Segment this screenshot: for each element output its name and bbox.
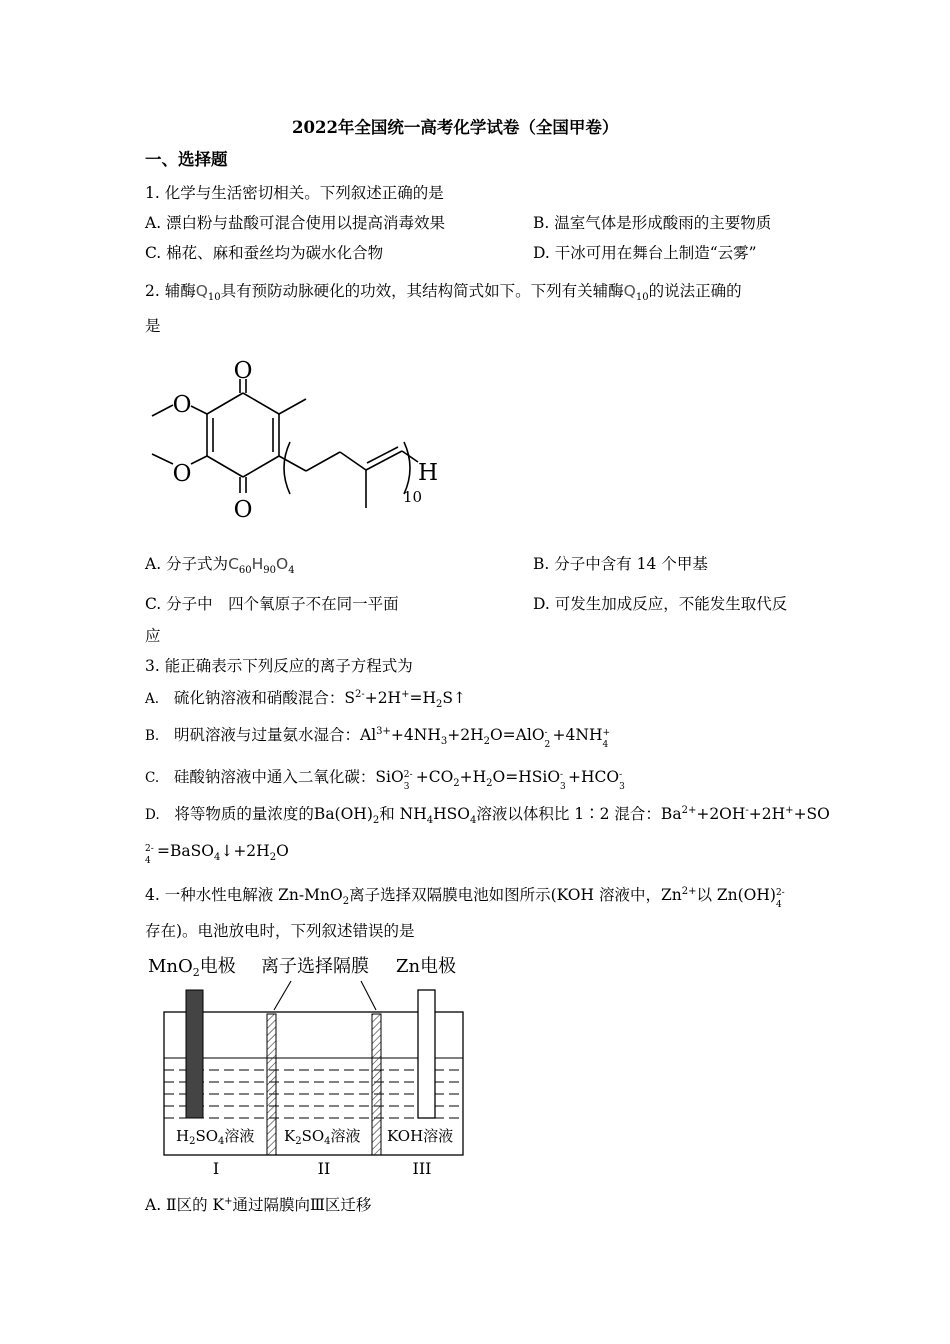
q4-stem: 4. 一种水性电解液 Zn-MnO$_2$离子选择双隔膜电池如图所示(KOH 溶液中，$Zn^{2+}$以 Zn(OH) 2- 4 <box>145 885 785 910</box>
q3-stem: 3. 能正确表示下列反应的离子方程式为 <box>145 657 413 675</box>
q3-option-c: C. 硅酸钠溶液中通入二氧化碳：SiO 2- 3 $+CO_2+H_2O=HSiO$ - 3 +HCO - 3 <box>145 768 625 792</box>
q3-option-b: B. 明矾溶液与过量氨水湿合：$Al^{3+}+4NH_3+2H_2O=AlO$ - 2 +4NH + 4 <box>145 725 611 750</box>
coenzyme-q10-structure <box>140 350 470 530</box>
section-heading: 一、选择题 <box>145 150 228 169</box>
label-solution-h2so4: $H_2SO_4$溶液 <box>176 1127 255 1147</box>
q2-option-a: A. 分子式为$C_{60}H_{90}O_4$ <box>145 555 295 577</box>
q3-option-a: A. 硫化钠溶液和硝酸混合：$S^{2-}+2H^+=H_2S↑$ <box>145 688 466 711</box>
structure-repeat-count: 10 <box>403 488 423 506</box>
q3-option-d-cont: 2- 4 $=BaSO_4↓+2H_2O$ <box>145 842 289 866</box>
battery-diagram <box>140 950 480 1185</box>
q1-stem: 1. 化学与生活密切相关。下列叙述正确的是 <box>145 184 444 202</box>
zone-label-2: II <box>317 1159 331 1178</box>
q2-option-d: D. 可发生加成反应，不能发生取代反 <box>533 595 788 613</box>
q1-option-c: C. 棉花、麻和蚕丝均为碳水化合物 <box>145 244 384 262</box>
label-mno2-electrode: MnO$_2$电极 <box>148 956 236 979</box>
structure-o-left-2: O <box>172 461 192 487</box>
q2-stem-line2: 是 <box>145 317 161 335</box>
q2-option-d-cont: 应 <box>145 627 161 645</box>
structure-o-bottom: O <box>233 497 253 523</box>
q1-option-a: A. 漂白粉与盐酸可混合使用以提高消毒效果 <box>145 214 446 232</box>
structure-h: H <box>418 460 439 486</box>
q2-option-c: C. 分子中 四个氧原子不在同一平面 <box>145 595 399 613</box>
q1-option-b: B. 温室气体是形成酸雨的主要物质 <box>533 214 772 232</box>
label-zn-electrode: Zn电极 <box>396 956 457 977</box>
q3-option-d: D. 将等物质的量浓度的$Ba(OH)_2$和 $NH_4HSO_4$溶液以体积比 1∶2 混合：$Ba^{2+}+2OH^-+2H^++SO$ <box>145 804 830 827</box>
label-solution-koh: KOH溶液 <box>387 1127 454 1145</box>
q4-stem-line2: 存在)。电池放电时，下列叙述错误的是 <box>145 922 415 940</box>
zone-label-1: I <box>212 1159 220 1178</box>
structure-o-left-1: O <box>172 392 192 418</box>
q1-option-d: D. 干冰可用在舞台上制造“云雾” <box>533 244 757 262</box>
q2-option-b: B. 分子中含有 14 个甲基 <box>533 555 708 573</box>
label-ion-membrane: 离子选择隔膜 <box>261 956 369 977</box>
zone-label-3: III <box>412 1159 432 1178</box>
structure-o-top: O <box>233 358 253 384</box>
label-solution-k2so4: $K_2SO_4$溶液 <box>284 1127 361 1147</box>
page-title: 2022年全国统一高考化学试卷（全国甲卷） <box>292 118 619 137</box>
q2-stem: 2. 辅酶$Q_{10}$具有预防动脉硬化的功效，其结构简式如下。下列有关辅酶$Q_{10}$的说法正确的 <box>145 282 742 304</box>
q4-option-a: A. Ⅱ区的 K+通过隔膜向Ⅲ区迁移 <box>145 1195 372 1214</box>
